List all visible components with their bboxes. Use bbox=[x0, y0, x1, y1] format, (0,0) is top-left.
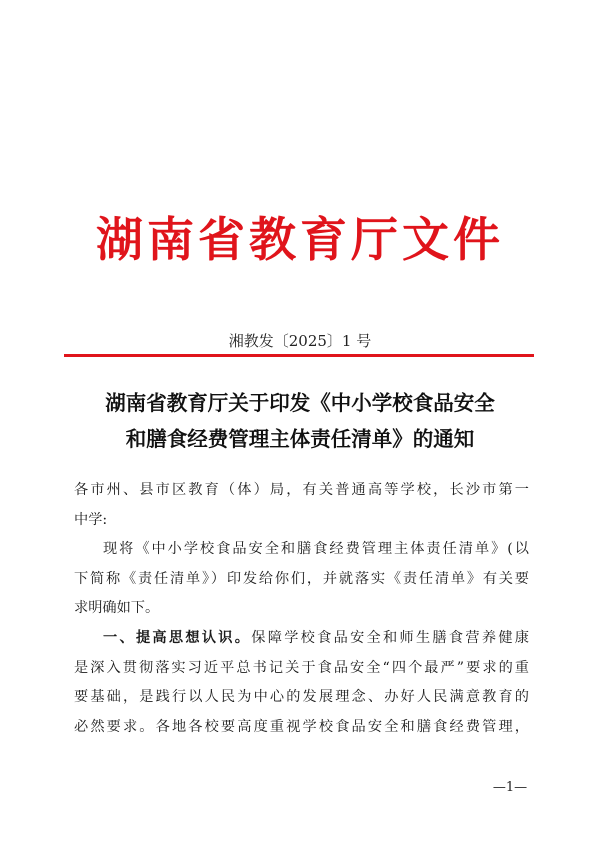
paragraph-line: 求明确如下。 bbox=[74, 600, 160, 617]
document-title-line: 和膳食经费管理主体责任清单》的通知 bbox=[125, 427, 475, 451]
document-title bbox=[40, 385, 560, 457]
addressee-line: 中学: bbox=[74, 511, 108, 528]
page-number: —1— bbox=[492, 780, 528, 795]
document-title-line: 湖南省教育厅关于印发《中小学校食品安全 bbox=[105, 391, 495, 415]
document-number: 湘教发〔2025〕1 号 bbox=[228, 332, 372, 350]
paragraph-line: 要基础，是践行以人民为中心的发展理念、办好人民满意教育的 bbox=[74, 689, 529, 706]
section-heading: 一、提高思想认识。 bbox=[103, 629, 252, 646]
addressee-line: 各市州、县市区教育（体）局，有关普通高等学校，长沙市第一 bbox=[74, 482, 529, 498]
issuing-authority-header: 湖南省教育厅文件 bbox=[96, 213, 504, 268]
paragraph-line: 现将《中小学校食品安全和膳食经费管理主体责任清单》(以 bbox=[103, 541, 529, 558]
section-heading-line bbox=[74, 624, 529, 654]
document-body bbox=[74, 476, 529, 742]
paragraph-line: 下简称《责任清单》）印发给你们，并就落实《责任清单》有关要 bbox=[74, 570, 529, 587]
paragraph-text: 保障学校食品安全和师生膳食营养健康 bbox=[251, 629, 529, 646]
red-separator-line bbox=[64, 354, 534, 357]
paragraph-line: 必然要求。各地各校要高度重视学校食品安全和膳食经费管理， bbox=[74, 718, 529, 735]
paragraph-line: 是深入贯彻落实习近平总书记关于食品安全“四个最严”要求的重 bbox=[74, 659, 529, 676]
